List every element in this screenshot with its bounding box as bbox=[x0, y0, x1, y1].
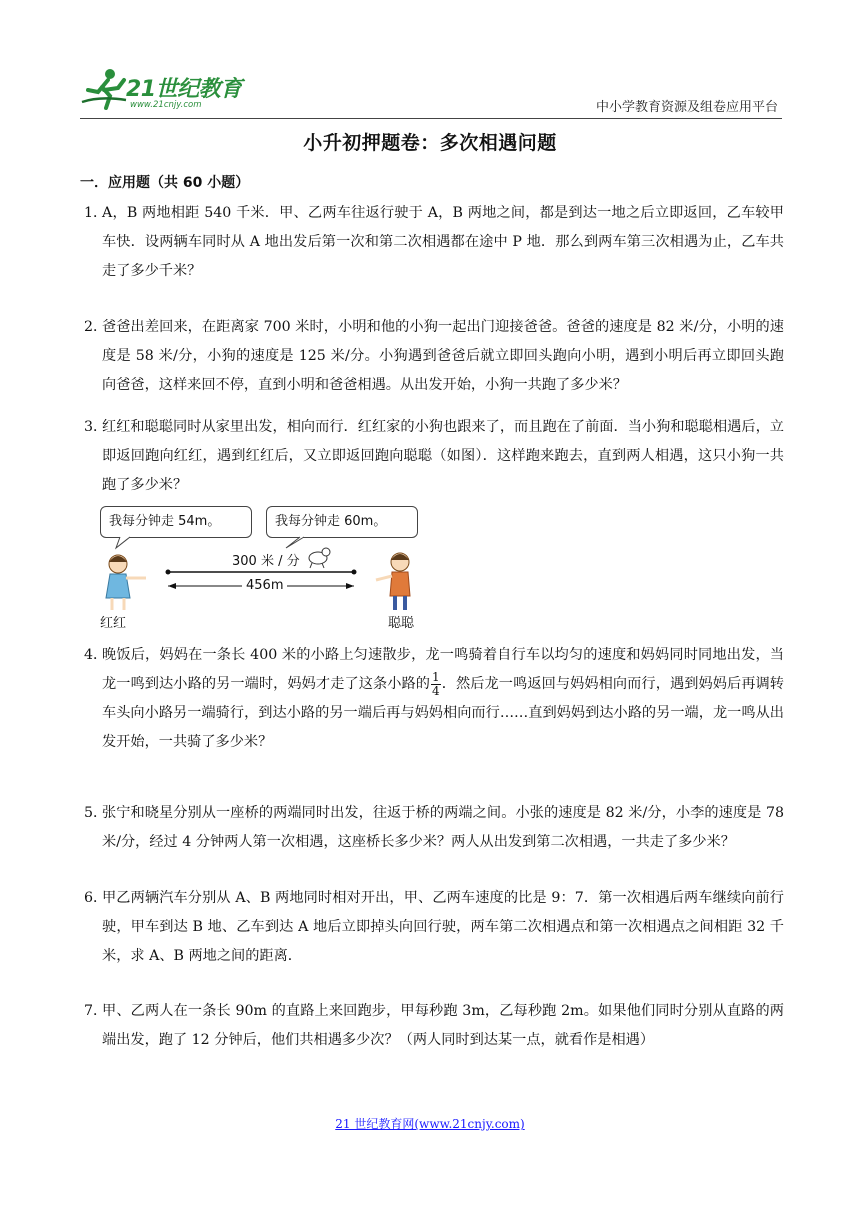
logo-url: www.21cnjy.com bbox=[130, 100, 202, 110]
question-text: 红红和聪聪同时从家里出发，相向而行．红红家的小狗也跟来了，而且跑在了前面．当小狗和聪聪相遇后，立即返回跑向红红，遇到红红后，又立即返回跑向聪聪（如图）．这样跑来跑去，直到两人相遇，这只小狗一共跑了多少米？ bbox=[102, 419, 784, 493]
question-number: 6． bbox=[84, 890, 108, 906]
fraction bbox=[431, 671, 441, 698]
section-heading: 一．应用题（共 60 小题） bbox=[80, 175, 250, 191]
question-number: 2． bbox=[84, 319, 108, 335]
page-header bbox=[80, 66, 780, 118]
speech-bubble-left: 我每分钟走 54m。 bbox=[100, 506, 252, 538]
dog-speed-label: 300 米 / 分 bbox=[232, 554, 300, 569]
question-text: 爸爸出差回来，在距离家 700 米时，小明和他的小狗一起出门迎接爸爸。爸爸的速度是 82 米/分，小明的速度是 58 米/分，小狗的速度是 125 米/分。小狗遇到爸爸后就立即回头跑向小明，遇到小明后再立即回头跑向爸爸，这样来回不停，直到小明和爸爸相遇。从出发开始，小狗一共跑了多少米？ bbox=[102, 319, 784, 393]
question-4 bbox=[84, 641, 784, 757]
left-name-label: 红红 bbox=[100, 616, 127, 631]
footer-link[interactable]: 21 世纪教育网(www.21cnjy.com) bbox=[335, 1117, 525, 1131]
platform-name: 中小学教育资源及组卷应用平台 bbox=[595, 100, 778, 115]
fraction-numerator: 1 bbox=[432, 669, 440, 684]
question-text bbox=[84, 641, 784, 757]
page-title: 小升初押题卷：多次相遇问题 bbox=[303, 132, 557, 154]
question-3-figure bbox=[100, 506, 420, 634]
question-number: 5． bbox=[84, 805, 108, 821]
question-text: 张宁和晓星分别从一座桥的两端同时出发，往返于桥的两端之间。小张的速度是 82 米/分，小李的速度是 78 米/分，经过 4 分钟两人第一次相遇，这座桥长多少米？两人从出发到第二次相遇，一共走了多少米？ bbox=[102, 805, 784, 850]
runner-logo-icon bbox=[80, 66, 128, 110]
question-1 bbox=[84, 199, 784, 286]
boy-figure-icon bbox=[376, 553, 410, 610]
logo-text: 21世纪教育 bbox=[126, 77, 242, 102]
question-number: 3． bbox=[84, 419, 108, 435]
question-6 bbox=[84, 884, 784, 971]
question-number: 7． bbox=[84, 1003, 108, 1019]
question-text-part-b: ．然后龙一鸣返回与妈妈相向而行，遇到妈妈后再调转车头向小路另一端骑行，到达小路的另一端后再与妈妈相向而行……直到妈妈到达小路的另一端，龙一鸣从出发开始，一共骑了多少米？ bbox=[102, 676, 784, 750]
question-7 bbox=[84, 997, 784, 1055]
header-divider bbox=[80, 118, 782, 119]
girl-figure-icon bbox=[106, 555, 146, 610]
question-5 bbox=[84, 799, 784, 857]
logo bbox=[80, 66, 250, 116]
question-text-part-a: 晚饭后，妈妈在一条长 400 米的小路上匀速散步，龙一鸣骑着自行车以均匀的速度和妈妈同时同地出发，当龙一鸣到达小路的另一端时，妈妈才走了这条小路的 bbox=[102, 647, 784, 692]
page-footer bbox=[0, 1115, 860, 1132]
question-text: A，B 两地相距 540 千米．甲、乙两车往返行驶于 A，B 两地之间，都是到达一地之后立即返回，乙车较甲车快．设两辆车同时从 A 地出发后第一次和第二次相遇都在途中 P 地．那么到两车第三次相遇为止，乙车共走了多少千米？ bbox=[102, 205, 784, 279]
fraction-denominator: 4 bbox=[432, 683, 440, 698]
question-number: 4． bbox=[84, 647, 108, 663]
question-text: 甲乙两辆汽车分别从 A、B 两地同时相对开出，甲、乙两车速度的比是 9：7．第一次相遇后两车继续向前行驶，甲车到达 B 地、乙车到达 A 地后立即掉头向回行驶，两车第二次相遇点和第一次相遇点之间相距 32 千米，求 A、B 两地之间的距离． bbox=[102, 890, 784, 964]
speech-bubble-right: 我每分钟走 60m。 bbox=[266, 506, 418, 538]
dog-icon bbox=[309, 548, 330, 568]
question-2 bbox=[84, 313, 784, 400]
question-number: 1． bbox=[84, 205, 108, 221]
question-text: 甲、乙两人在一条长 90m 的直路上来回跑步，甲每秒跑 3m，乙每秒跑 2m。如果他们同时分别从直路的两端出发，跑了 12 分钟后，他们共相遇多少次？（两人同时到达某一点，就看作是相遇） bbox=[102, 1003, 784, 1048]
right-name-label: 聪聪 bbox=[388, 616, 415, 631]
question-3 bbox=[84, 413, 784, 500]
meeting-diagram bbox=[100, 506, 420, 634]
distance-label: 456m bbox=[242, 578, 287, 593]
